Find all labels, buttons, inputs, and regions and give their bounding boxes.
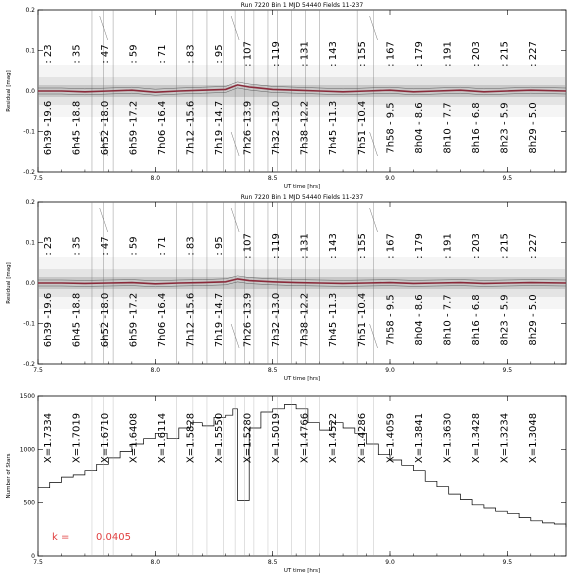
field-number-label: : 107	[242, 233, 254, 259]
field-number-label: : 107	[242, 41, 254, 67]
ra-dec-label: 8h29 - 5.0	[527, 294, 539, 346]
airmass-label: X=1.3630	[442, 412, 454, 464]
ra-dec-label: 7h38 -12.2	[299, 292, 311, 348]
ra-dec-label: 8h04 - 8.6	[413, 102, 425, 154]
x-tick-label: 8.5	[267, 367, 278, 374]
x-tick-label: 8.0	[150, 175, 161, 182]
x-tick-label: 9.0	[385, 175, 395, 182]
field-number-label: : 215	[499, 233, 511, 259]
field-number-label: : 47	[100, 236, 112, 256]
y-tick-label: 0.1	[25, 47, 35, 55]
x-tick-label: 7.5	[33, 367, 43, 374]
ra-dec-label: 7h45 -11.3	[328, 292, 340, 348]
airmass-label: X=1.3234	[499, 412, 511, 464]
airmass-label: X=1.4522	[328, 412, 340, 464]
ra-dec-label: 6h39 -19.6	[43, 100, 54, 156]
x-axis-label: UT time [hrs]	[283, 184, 321, 190]
ra-dec-label: 6h39 -19.6	[43, 292, 54, 348]
residual-panel-top	[6, 2, 566, 190]
field-number-label: : 215	[499, 41, 511, 67]
field-number-label: : 203	[470, 233, 482, 259]
ra-dec-label: 7h06 -16.4	[157, 100, 169, 156]
ra-dec-label: 8h23 - 5.9	[499, 102, 511, 154]
panel-title: Run 7220 Bin 1 MJD 54440 Fields 11-237	[240, 194, 364, 201]
airmass-label: X=1.7334	[43, 412, 54, 464]
field-number-label: : 179	[413, 233, 425, 259]
airmass-label: X=1.3428	[470, 412, 482, 464]
y-tick-label: 0.0	[25, 280, 35, 287]
field-number-label: : 131	[299, 233, 311, 259]
field-number-label: : 95	[214, 44, 226, 64]
airmass-label: X=1.5828	[185, 412, 197, 464]
x-tick-label: 9.5	[502, 367, 513, 374]
field-number-label: : 59	[128, 44, 140, 64]
field-number-label: : 23	[43, 44, 54, 64]
field-number-label: : 155	[356, 233, 368, 259]
ra-dec-label: 7h58 - 9.5	[385, 102, 397, 154]
ra-dec-label: 7h19 -14.7	[214, 100, 226, 156]
ra-dec-label: 6h45 -18.8	[71, 292, 83, 348]
ra-dec-label: 7h58 - 9.5	[385, 294, 397, 346]
y-tick-label: -0.1	[23, 128, 35, 136]
airmass-label: X=1.5550	[214, 412, 226, 464]
y-tick-label: -0.2	[23, 169, 35, 176]
field-number-label: : 143	[328, 233, 340, 259]
x-tick-label: 7.5	[33, 559, 43, 566]
airmass-label: X=1.3841	[413, 412, 425, 464]
field-number-label: : 131	[299, 41, 311, 67]
y-axis-label: Number of Stars	[6, 453, 12, 499]
airmass-label: X=1.6710	[100, 412, 112, 464]
ra-dec-label: 7h32 -13.0	[271, 292, 283, 348]
x-tick-label: 9.5	[502, 559, 513, 566]
ra-dec-label: 7h32 -13.0	[271, 100, 283, 156]
ra-dec-label: 7h51 -10.4	[356, 292, 368, 348]
ra-dec-label: 7h19 -14.7	[214, 292, 226, 348]
x-tick-label: 9.5	[502, 175, 513, 182]
field-number-label: : 119	[271, 41, 283, 67]
field-number-label: : 47	[100, 44, 112, 64]
field-number-label: : 59	[128, 236, 140, 256]
field-number-label: : 191	[442, 41, 454, 67]
ra-dec-label: 7h26 -13.9	[242, 292, 254, 348]
field-number-label: : 95	[214, 236, 226, 256]
field-number-label: : 155	[356, 41, 368, 67]
ra-dec-label: 6h59 -17.2	[128, 100, 140, 156]
y-tick-label: 500	[23, 499, 35, 507]
field-number-label: : 23	[43, 236, 54, 256]
y-tick-label: 1500	[19, 393, 35, 400]
field-number-label: : 119	[271, 233, 283, 259]
airmass-label: X=1.4766	[299, 412, 311, 464]
airmass-label: X=1.7019	[71, 412, 83, 464]
ra-dec-label: 8h16 - 6.8	[470, 294, 482, 346]
airmass-label: X=1.5019	[271, 412, 283, 464]
field-number-label: : 71	[157, 236, 169, 256]
field-number-label: : 179	[413, 41, 425, 67]
field-number-label: : 83	[185, 236, 197, 256]
y-axis-label: Residual [mag]	[6, 70, 12, 112]
field-number-label: : 83	[185, 44, 197, 64]
x-tick-label: 9.0	[385, 559, 395, 566]
x-tick-label: 8.0	[150, 367, 161, 374]
ra-dec-label: 8h10 - 7.7	[442, 102, 454, 154]
ra-dec-label: 7h26 -13.9	[242, 100, 254, 156]
panel-title: Run 7220 Bin 1 MJD 54440 Fields 11-237	[240, 2, 364, 9]
y-tick-label: 0	[31, 553, 35, 560]
airmass-label: X=1.6114	[157, 412, 169, 464]
ra-dec-label: 8h04 - 8.6	[413, 294, 425, 346]
field-number-label: : 35	[71, 236, 83, 256]
ra-dec-label: 7h06 -16.4	[157, 292, 169, 348]
y-tick-label: -0.1	[23, 320, 35, 328]
field-number-label: : 167	[385, 233, 397, 259]
airmass-label: X=1.5280	[242, 412, 254, 464]
field-number-label: : 227	[527, 233, 539, 259]
field-number-label: : 35	[71, 44, 83, 64]
ra-dec-label: 7h45 -11.3	[328, 100, 340, 156]
y-tick-label: 1000	[19, 446, 35, 454]
ra-dec-label: 6h52 -18.0	[100, 292, 112, 348]
residual-panel-middle	[6, 194, 566, 382]
x-tick-label: 9.0	[385, 367, 395, 374]
airmass-label: X=1.4059	[385, 412, 397, 464]
ra-dec-label: 8h23 - 5.9	[499, 294, 511, 346]
field-number-label: : 191	[442, 233, 454, 259]
star-count-panel	[6, 393, 566, 574]
extinction-k-value: 0.0405	[96, 532, 131, 543]
ra-dec-label: 6h45 -18.8	[71, 100, 83, 156]
ra-dec-label: 7h12 -15.6	[185, 292, 197, 348]
airmass-label: X=1.4286	[356, 412, 368, 464]
ra-dec-label: 6h52 -18.0	[100, 100, 112, 156]
y-tick-label: 0.1	[25, 239, 35, 247]
ra-dec-label: 8h10 - 7.7	[442, 294, 454, 346]
ra-dec-label: 7h38 -12.2	[299, 100, 311, 156]
x-axis-label: UT time [hrs]	[283, 568, 321, 574]
ra-dec-label: 8h16 - 6.8	[470, 102, 482, 154]
extinction-k-label: k =	[52, 532, 70, 543]
airmass-label: X=1.6408	[128, 412, 140, 464]
x-tick-label: 8.0	[150, 559, 161, 566]
y-tick-label: -0.2	[23, 361, 35, 368]
y-tick-label: 0.0	[25, 88, 35, 95]
x-tick-label: 8.5	[267, 559, 278, 566]
ra-dec-label: 7h51 -10.4	[356, 100, 368, 156]
field-number-label: : 167	[385, 41, 397, 67]
ra-dec-label: 6h59 -17.2	[128, 292, 140, 348]
y-axis-label: Residual [mag]	[6, 262, 12, 304]
ra-dec-label: 8h29 - 5.0	[527, 102, 539, 154]
airmass-label: X=1.3048	[527, 412, 539, 464]
field-number-label: : 203	[470, 41, 482, 67]
x-tick-label: 8.5	[267, 175, 278, 182]
field-number-label: : 71	[157, 44, 169, 64]
x-axis-label: UT time [hrs]	[283, 376, 321, 382]
y-tick-label: 0.2	[25, 199, 35, 206]
y-tick-label: 0.2	[25, 7, 35, 14]
ra-dec-label: 7h12 -15.6	[185, 100, 197, 156]
field-number-label: : 143	[328, 41, 340, 67]
x-tick-label: 7.5	[33, 175, 43, 182]
field-number-label: : 227	[527, 41, 539, 67]
